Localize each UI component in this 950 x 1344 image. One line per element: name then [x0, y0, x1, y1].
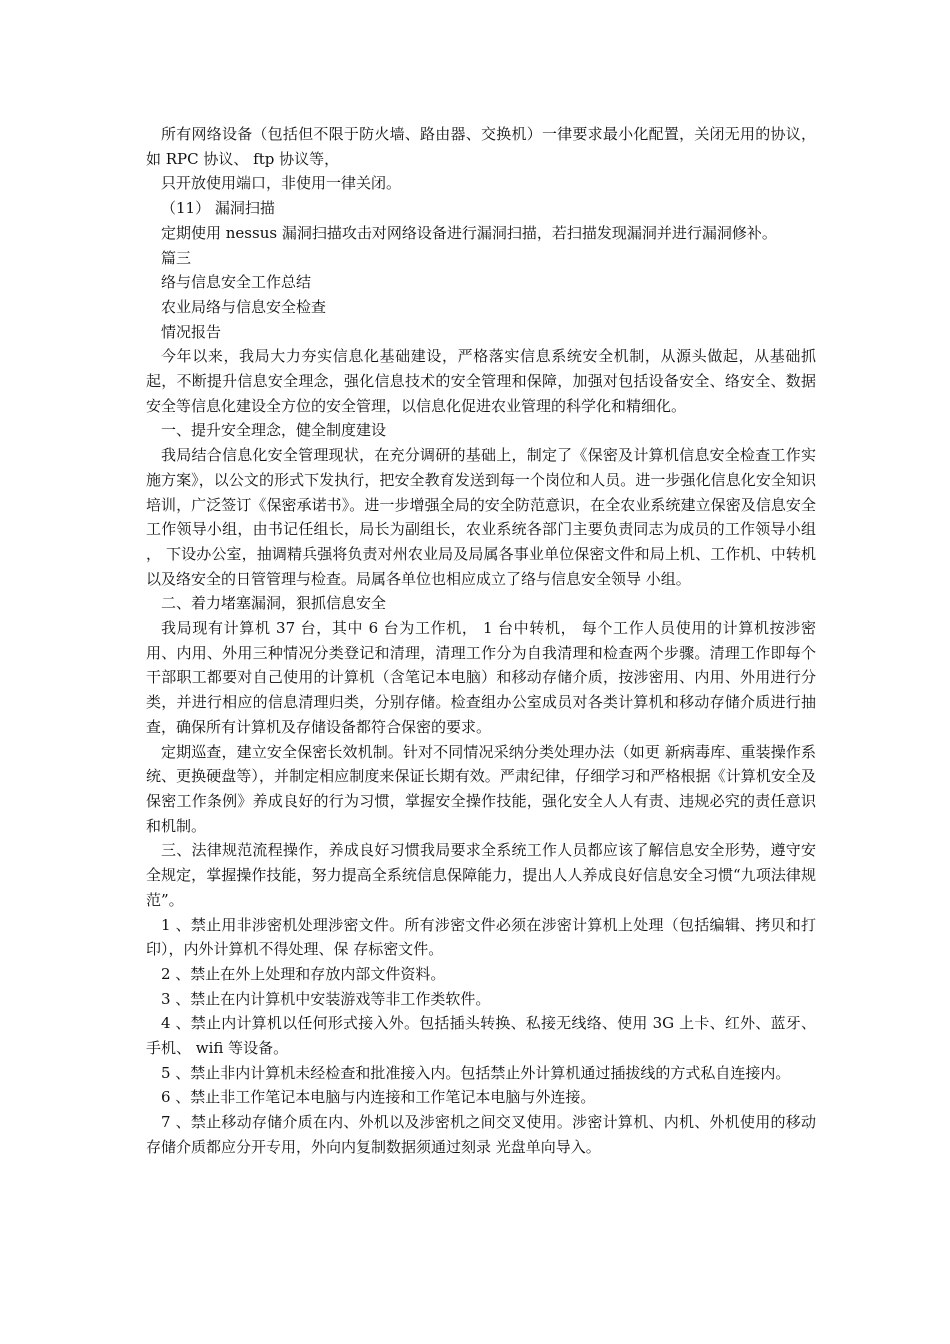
rule-item-6: 6 、禁止非工作笔记本电脑与内连接和工作笔记本电脑与外连接。	[161, 1088, 596, 1107]
section-label: 篇三	[161, 248, 192, 267]
document-body	[146, 122, 816, 1160]
paragraph-part-3: 三、法律规范流程操作，养成良好习惯我局要求全系统工作人员都应该了解信息安全形势，遵守安全规定，掌握操作技能，努力提高全系统信息保障能力，提出人人养成良好信息安全习惯“九项法律规范”。	[146, 841, 816, 909]
rule-item-4: 4 、禁止内计算机以任何形式接入外。包括插头转换、私接无线络、使用 3G 上卡、红外、蓝牙、手机、 wifi 等设备。	[146, 1014, 816, 1058]
rule-item-3: 3 、禁止在内计算机中安装游戏等非工作类软件。	[161, 989, 491, 1008]
paragraph-part-2b: 定期巡查，建立安全保密长效机制。针对不同情况采纳分类处理办法（如更 新病毒库、重装操作系统、更换硬盘等），并制定相应制度来保证长期有效。严肃纪律，仔细学习和严格根据《计算机安全及保密工作条例》养成良好的行为习惯，掌握安全操作技能，强化安全人人有责、违规必究的责任意识和机制。	[146, 742, 816, 835]
heading-part-1: 一、提升安全理念，健全制度建设	[161, 421, 387, 440]
paragraph-nessus: 定期使用 nessus 漏洞扫描攻击对网络设备进行漏洞扫描，若扫描发现漏洞并进行漏洞修补。	[161, 223, 777, 242]
heading-vuln-scan: （11） 漏洞扫描	[161, 199, 275, 218]
paragraph-network-config: 所有网络设备（包括但不限于防火墙、路由器、交换机）一律要求最小化配置，关闭无用的协议，如 RPC 协议、 ftp 协议等，	[146, 125, 816, 168]
rule-item-5: 5 、禁止非内计算机未经检查和批准接入内。包括禁止外计算机通过插拔线的方式私自连接内。	[161, 1063, 791, 1082]
report-title-line-3: 情况报告	[161, 322, 222, 341]
heading-part-2: 二、着力堵塞漏洞，狠抓信息安全	[161, 594, 387, 613]
rule-item-7: 7 、禁止移动存储介质在内、外机以及涉密机之间交叉使用。涉密计算机、内机、外机使用的移动存储介质都应分开专用，外向内复制数据须通过刻录 光盘单向导入。	[146, 1113, 816, 1156]
paragraph-part-1: 我局结合信息化安全管理现状，在充分调研的基础上，制定了《保密及计算机信息安全检查工作实施方案》，以公文的形式下发执行，把安全教育发送到每一个岗位和人员。进一步强化信息化安全知识培训，广泛签订《保密承诺书》。进一步增强全局的安全防范意识，在全农业系统建立保密及信息安全工作领导小组，由书记任组长，局长为副组长，农业系统各部门主要负责同志为成员的工作领导小组 ， 下设办公室，抽调精兵强将负责对州农业局及局属各事业单位保密文件和局上机、工作机、中转机以及络安全的日管管理与检查。局属各单位也相应成立了络与信息安全领导 小组。	[146, 446, 816, 588]
report-title-line-1: 络与信息安全工作总结	[161, 273, 312, 292]
paragraph-open-ports: 只开放使用端口，非使用一律关闭。	[161, 174, 402, 193]
rule-item-2: 2 、禁止在外上处理和存放内部文件资料。	[161, 964, 446, 983]
paragraph-intro: 今年以来，我局大力夯实信息化基础建设，严格落实信息系统安全机制，从源头做起，从基础抓起，不断提升信息安全理念，强化信息技术的安全管理和保障，加强对包括设备安全、络安全、数据安全等信息化建设全方位的安全管理，以信息化促进农业管理的科学化和精细化。	[146, 347, 816, 415]
rule-item-1: 1 、禁止用非涉密机处理涉密文件。所有涉密文件必须在涉密计算机上处理（包括编辑、拷贝和打印），内外计算机不得处理、保 存标密文件。	[146, 915, 816, 959]
paragraph-part-2a: 我局现有计算机 37 台，其中 6 台为工作机， 1 台中转机， 每个工作人员使用的计算机按涉密用、内用、外用三种情况分类登记和清理，清理工作分为自我清理和检查两个步骤。清理工作即每个干部职工都要对自己使用的计算机（含笔记本电脑）和移动存储介质，按涉密用、内用、外用进行分类，并进行相应的信息清理归类，分别存储。检查组办公室成员对各类计算机和移动存储介质进行抽查，确保所有计算机及存储设备都符合保密的要求。	[146, 619, 816, 736]
report-title-line-2: 农业局络与信息安全检查	[161, 297, 327, 316]
